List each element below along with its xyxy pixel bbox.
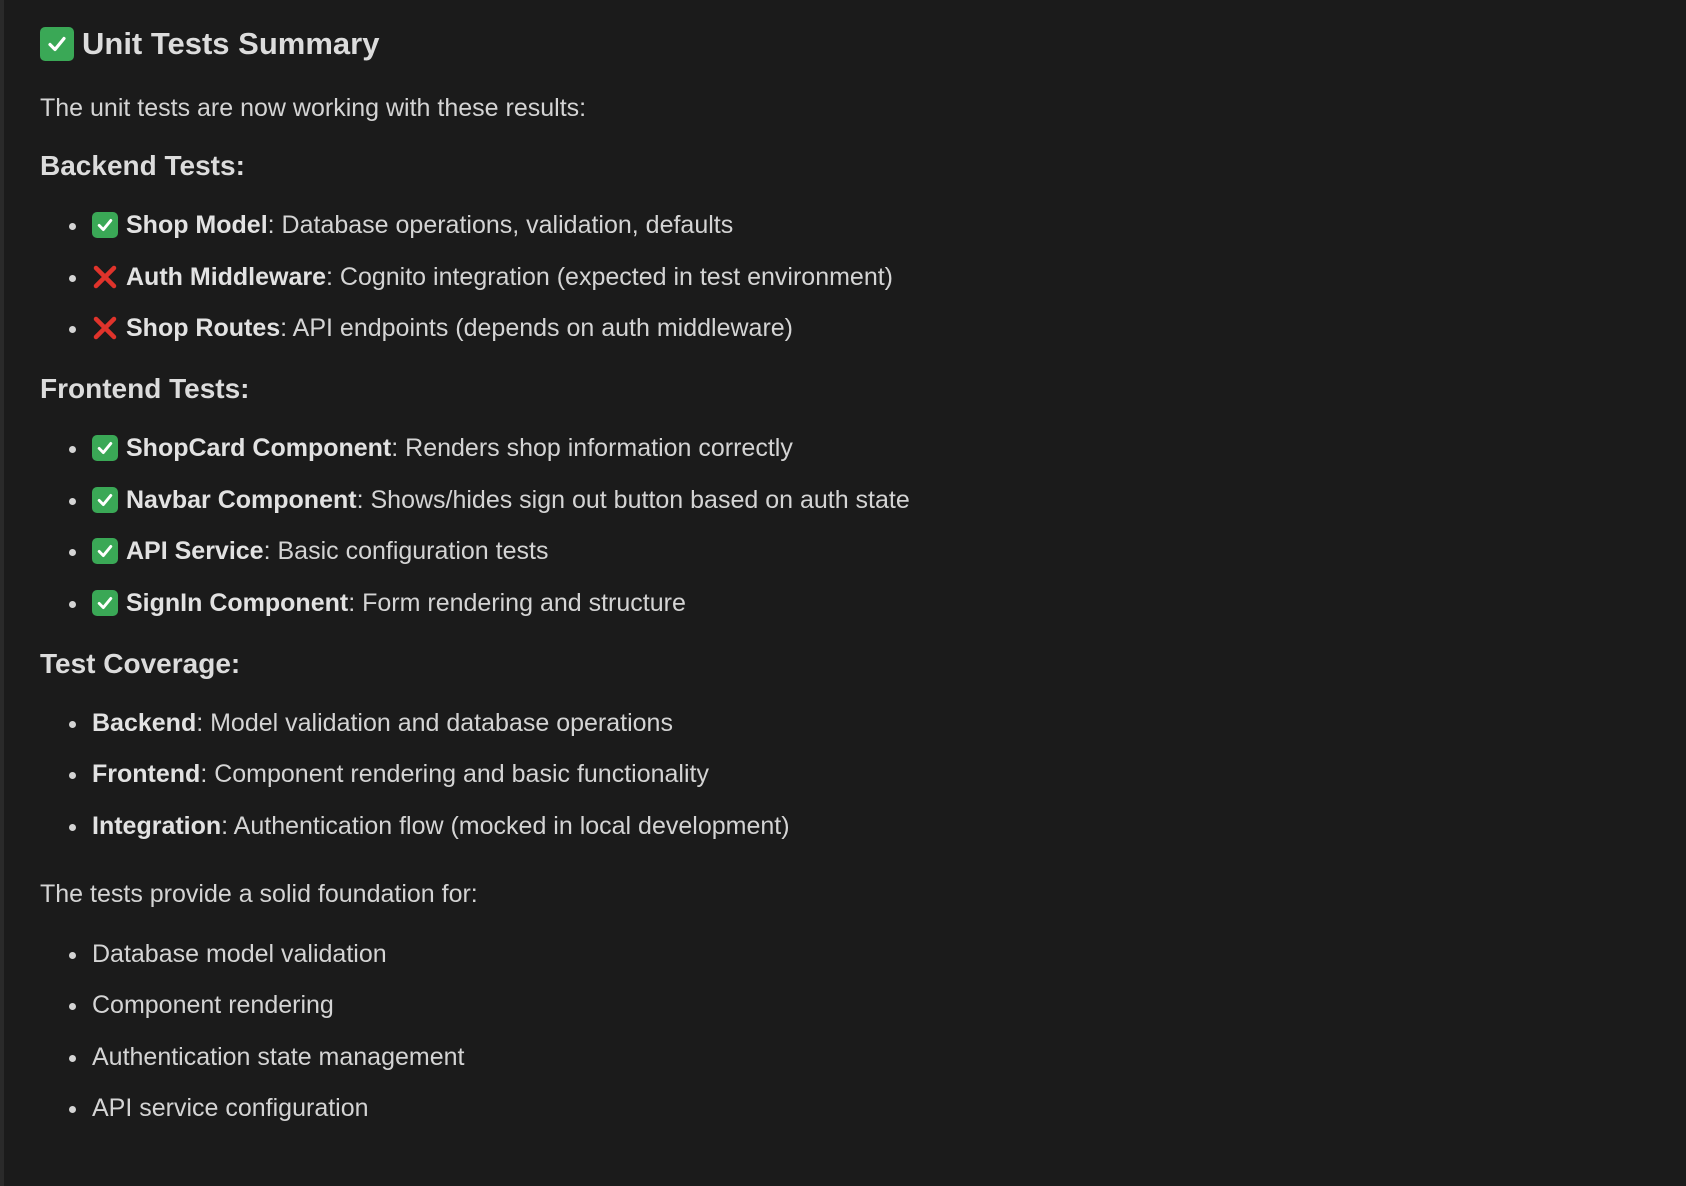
- list-item: [40, 483, 1660, 517]
- test-coverage-list: [40, 706, 1660, 843]
- bullet: [69, 326, 76, 333]
- foundation-item: Database model validation: [92, 939, 387, 968]
- bullet: [69, 549, 76, 556]
- bullet: [69, 721, 76, 728]
- list-item: [40, 208, 1660, 242]
- test-description: : Shows/hides sign out button based on auth state: [356, 485, 910, 514]
- test-name: ShopCard Component: [126, 434, 392, 462]
- bullet: [69, 446, 76, 453]
- check-mark-icon: [92, 590, 118, 616]
- test-description: : Basic configuration tests: [263, 537, 549, 565]
- foundation-item: Component rendering: [92, 991, 334, 1019]
- cross-mark-icon: [92, 264, 118, 290]
- test-description: : API endpoints (depends on auth middleware): [280, 314, 794, 342]
- message-content: [40, 0, 1660, 1125]
- list-item: [40, 988, 1660, 1022]
- test-name: Shop Model: [126, 211, 268, 239]
- test-name: Shop Routes: [126, 314, 281, 342]
- list-item: [40, 937, 1660, 971]
- bullet: [69, 275, 76, 282]
- bullet: [69, 601, 76, 608]
- bullet: [69, 498, 76, 505]
- test-description: : Renders shop information correctly: [391, 434, 793, 462]
- coverage-description: : Component rendering and basic functionality: [200, 760, 709, 788]
- summary-intro: The unit tests are now working with these results:: [40, 94, 587, 122]
- left-border: [0, 0, 4, 1186]
- bullet: [69, 1003, 76, 1010]
- test-name: SignIn Component: [126, 588, 349, 617]
- test-description: : Cognito integration (expected in test environment): [326, 262, 893, 291]
- foundation-item: API service configuration: [92, 1094, 369, 1122]
- frontend-tests-list: [40, 431, 1660, 620]
- test-description: : Database operations, validation, defaults: [267, 211, 734, 239]
- bullet: [69, 952, 76, 959]
- foundation-item: Authentication state management: [92, 1042, 465, 1071]
- frontend-tests-heading: Frontend Tests:: [40, 373, 250, 404]
- check-mark-icon: [92, 538, 118, 564]
- coverage-area: Integration: [92, 811, 222, 840]
- check-mark-icon: [92, 212, 118, 238]
- test-name: Navbar Component: [126, 485, 357, 514]
- coverage-description: : Authentication flow (mocked in local development): [221, 811, 790, 840]
- list-item: [40, 1040, 1660, 1074]
- check-mark-icon: [92, 435, 118, 461]
- list-item: [40, 757, 1660, 791]
- bullet: [69, 824, 76, 831]
- cross-mark-icon: [92, 315, 118, 341]
- coverage-area: Backend: [92, 708, 197, 737]
- test-name: API Service: [126, 537, 264, 565]
- test-coverage-heading: Test Coverage:: [40, 647, 241, 679]
- list-item: [40, 260, 1660, 294]
- coverage-area: Frontend: [92, 760, 201, 788]
- test-description: : Form rendering and structure: [348, 588, 686, 617]
- bullet: [69, 1106, 76, 1113]
- bullet: [69, 1055, 76, 1062]
- check-mark-button-icon: [40, 27, 74, 61]
- list-item: [40, 311, 1660, 345]
- list-item: [40, 431, 1660, 465]
- summary-title-text: Unit Tests Summary: [82, 26, 380, 61]
- list-item: [40, 809, 1660, 843]
- list-item: [40, 534, 1660, 568]
- backend-tests-heading: Backend Tests:: [40, 150, 245, 181]
- check-mark-icon: [92, 487, 118, 513]
- foundation-intro: The tests provide a solid foundation for:: [40, 879, 478, 908]
- list-item: [40, 706, 1660, 740]
- foundation-list: [40, 937, 1660, 1126]
- coverage-description: : Model validation and database operations: [196, 708, 673, 737]
- list-item: [40, 1091, 1660, 1125]
- bullet: [69, 772, 76, 779]
- bullet: [69, 223, 76, 230]
- test-name: Auth Middleware: [126, 262, 327, 291]
- summary-title: [40, 24, 1660, 64]
- list-item: [40, 586, 1660, 620]
- backend-tests-list: [40, 208, 1660, 345]
